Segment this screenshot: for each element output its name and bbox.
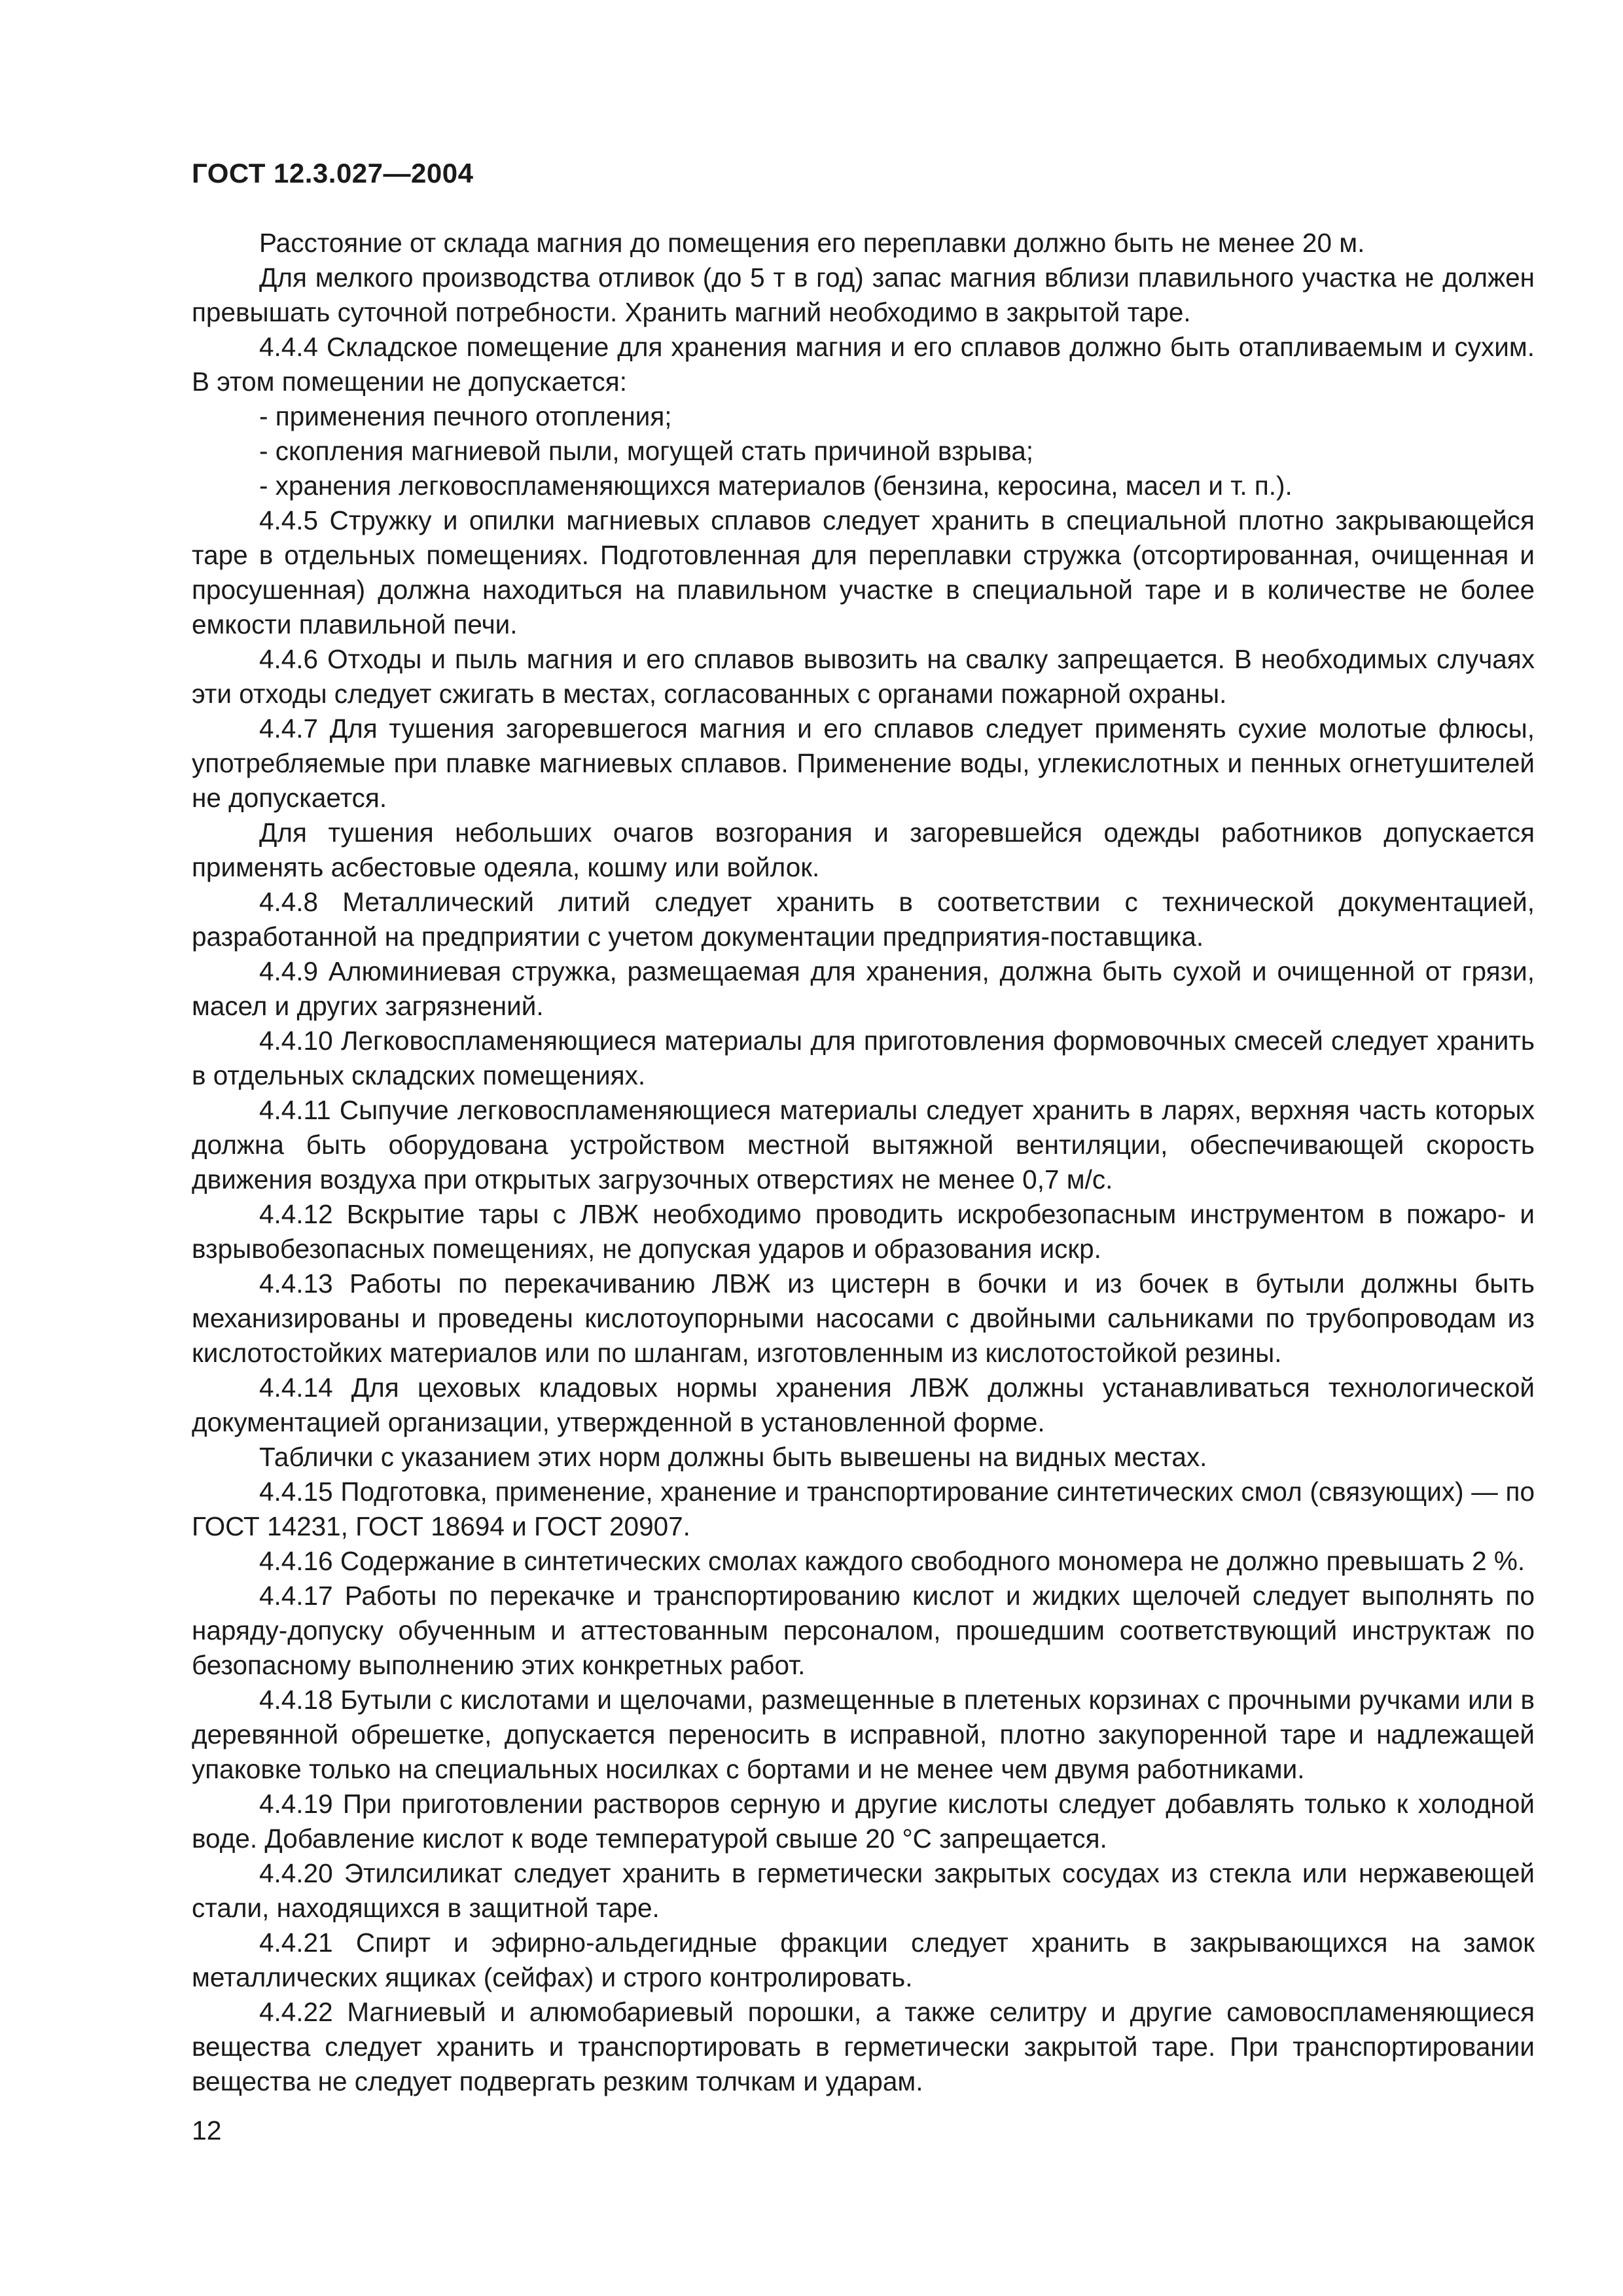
paragraph: Для тушения небольших очагов возгорания и загоревшейся одежды работников допускается применять асбестовые одеяла, кошму или войлок.: [192, 817, 1535, 882]
clause-4-4-10: 4.4.10 Легковоспламеняющиеся материалы для приготовления формовочных смесей следует хранить в отдельных складских помещениях.: [192, 1026, 1535, 1090]
clause-4-4-6: 4.4.6 Отходы и пыль магния и его сплавов вывозить на свалку запрещается. В необходимых случаях эти отходы следует сжигать в местах, согласованных с органами пожарной охраны.: [192, 644, 1535, 709]
page-number: 12: [192, 2115, 222, 2145]
clause-4-4-22: 4.4.22 Магниевый и алюмобариевый порошки, а также селитру и другие самовоспламеняющиеся вещества следует хранить и транспортировать в герметически закрытой таре. При транспортировании вещества не следует подвергать резким толчкам и ударам.: [192, 1997, 1535, 2096]
clause-4-4-16: 4.4.16 Содержание в синтетических смолах каждого свободного мономера не должно превышать 2 %.: [259, 1546, 1525, 1576]
list-item: - скопления магниевой пыли, могущей стать причиной взрыва;: [259, 436, 1034, 466]
clause-4-4-7: 4.4.7 Для тушения загоревшегося магния и его сплавов следует применять сухие молотые флюсы, употребляемые при плавке магниевых сплавов. Применение воды, углекислотных и пенных огнетушителей не допускается.: [192, 713, 1535, 813]
clause-4-4-9: 4.4.9 Алюминиевая стружка, размещаемая для хранения, должна быть сухой и очищенной от грязи, масел и других загрязнений.: [192, 956, 1535, 1021]
clause-4-4-20: 4.4.20 Этилсиликат следует хранить в герметически закрытых сосудах из стекла или нержавеющей стали, находящихся в защитной таре.: [192, 1858, 1535, 1923]
clause-4-4-13: 4.4.13 Работы по перекачиванию ЛВЖ из цистерн в бочки и из бочек в бутыли должны быть механизированы и проведены кислотоупорными насосами с двойными сальниками по трубопроводам из кислотостойких материалов или по шлангам, изготовленным из кислотостойкой резины.: [192, 1268, 1535, 1368]
clause-4-4-21: 4.4.21 Спирт и эфирно-альдегидные фракции следует хранить в закрывающихся на замок металлических ящиках (сейфах) и строго контролировать.: [192, 1928, 1535, 1992]
clause-4-4-18: 4.4.18 Бутыли с кислотами и щелочами, размещенные в плетеных корзинах с прочными ручками или в деревянной обрешетке, допускается переносить в исправной, плотно закупоренной таре и надлежащей упаковке только на специальных носилках с бортами и не менее чем двумя работниками.: [192, 1685, 1535, 1784]
paragraph: Таблички с указанием этих норм должны быть вывешены на видных местах.: [259, 1442, 1207, 1472]
document-code-header: ГОСТ 12.3.027—2004: [192, 158, 474, 188]
paragraph: Для мелкого производства отливок (до 5 т в год) запас магния вблизи плавильного участка не должен превышать суточной потребности. Хранить магний необходимо в закрытой таре.: [192, 262, 1535, 327]
list-item: - хранения легковоспламеняющихся материалов (бензина, керосина, масел и т. п.).: [259, 471, 1293, 501]
clause-4-4-19: 4.4.19 При приготовлении растворов серную и другие кислоты следует добавлять только к холодной воде. Добавление кислот к воде температурой свыше 20 °С запрещается.: [192, 1789, 1535, 1854]
document-body: [192, 226, 1535, 2099]
clause-4-4-11: 4.4.11 Сыпучие легковоспламеняющиеся материалы следует хранить в ларях, верхняя часть которых должна быть оборудована устройством местной вытяжной вентиляции, обеспечивающей скорость движения воздуха при открытых загрузочных отверстиях не менее 0,7 м/с.: [192, 1095, 1535, 1194]
clause-4-4-17: 4.4.17 Работы по перекачке и транспортированию кислот и жидких щелочей следует выполнять по наряду-допуску обученным и аттестованным персоналом, прошедшим соответствующий инструктаж по безопасному выполнению этих конкретных работ.: [192, 1581, 1535, 1680]
clause-4-4-15: 4.4.15 Подготовка, применение, хранение и транспортирование синтетических смол (связующих) — по ГОСТ 14231, ГОСТ 18694 и ГОСТ 20907.: [192, 1477, 1535, 1541]
clause-4-4-5: 4.4.5 Стружку и опилки магниевых сплавов следует хранить в специальной плотно закрывающейся таре в отдельных помещениях. Подготовленная для переплавки стружка (отсортированная, очищенная и просушенная) должна находиться на плавильном участке в специальной таре и в количестве не более емкости плавильной печи.: [192, 505, 1535, 639]
paragraph: Расстояние от склада магния до помещения его переплавки должно быть не менее 20 м.: [259, 228, 1365, 258]
clause-4-4-8: 4.4.8 Металлический литий следует хранить в соответствии с технической документацией, разработанной на предприятии с учетом документации предприятия-поставщика.: [192, 887, 1535, 952]
clause-4-4-4: 4.4.4 Складское помещение для хранения магния и его сплавов должно быть отапливаемым и сухим. В этом помещении не допускается:: [192, 332, 1535, 397]
clause-4-4-12: 4.4.12 Вскрытие тары с ЛВЖ необходимо проводить искробезопасным инструментом в пожаро- и взрывобезопасных помещениях, не допуская ударов и образования искр.: [192, 1199, 1535, 1264]
list-item: - применения печного отопления;: [259, 401, 672, 431]
clause-4-4-14: 4.4.14 Для цеховых кладовых нормы хранения ЛВЖ должны устанавливаться технологической документацией организации, утвержденной в установленной форме.: [192, 1372, 1535, 1437]
